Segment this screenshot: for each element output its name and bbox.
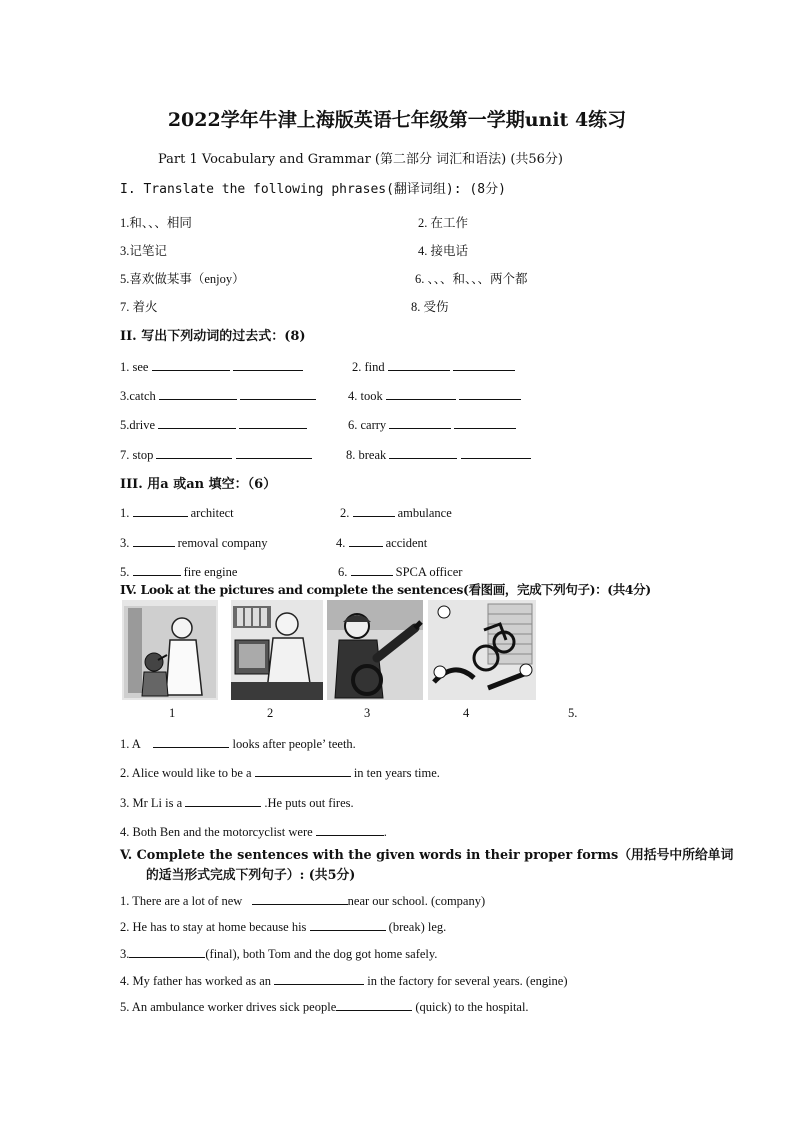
- verb-label: 8. break: [346, 448, 387, 462]
- answer-blank[interactable]: [133, 534, 175, 547]
- sentence-item: 1. There are a lot of new near our school. (company): [120, 894, 486, 908]
- dentist-illustration: [122, 600, 218, 700]
- answer-blank[interactable]: [389, 416, 451, 429]
- answer-blank[interactable]: [185, 794, 261, 807]
- answer-blank[interactable]: [459, 387, 521, 400]
- section-5-heading-cont: 的适当形式完成下列句子）: (共5分): [146, 868, 356, 883]
- answer-blank[interactable]: [389, 446, 457, 459]
- phrase-item: 8. 受伤: [411, 300, 449, 314]
- verb-item: [120, 446, 312, 463]
- picture-number: 2: [267, 706, 274, 720]
- answer-blank[interactable]: [353, 504, 395, 517]
- answer-blank[interactable]: [274, 972, 364, 985]
- phrase-item: 1.和、、、相同: [120, 216, 192, 230]
- answer-blank[interactable]: [252, 892, 348, 905]
- phrase-item: 5.喜欢做某事（enjoy）: [120, 272, 245, 286]
- answer-blank[interactable]: [255, 764, 351, 777]
- answer-blank[interactable]: [240, 387, 316, 400]
- verb-item: [348, 416, 516, 433]
- verb-item: [352, 358, 515, 375]
- section-3-heading: III. 用a 或an 填空：（6）: [120, 477, 277, 492]
- sentence-item: 5. An ambulance worker drives sick people (quick) to the hospital.: [120, 1000, 529, 1014]
- picture-number: 1: [169, 706, 176, 720]
- verb-item: [120, 358, 303, 375]
- section-4-heading: IV. Look at the pictures and complete the sentences(看图画，完成下列句子)：(共4分): [120, 582, 651, 597]
- accident-illustration: [428, 600, 536, 700]
- sentence-item: 3. (final), both Tom and the dog got home safely.: [120, 947, 438, 961]
- answer-blank[interactable]: [453, 358, 515, 371]
- section-2-heading: II. 写出下列动词的过去式：(8): [120, 329, 306, 344]
- sentence-item: 3. Mr Li is a .He puts out fires.: [120, 796, 354, 810]
- article-item: 2. ambulance: [340, 506, 452, 520]
- phrase-item: 4. 接电话: [418, 244, 469, 258]
- verb-label: 4. took: [348, 389, 383, 403]
- verb-item: [120, 416, 307, 433]
- verb-item: [346, 446, 531, 463]
- phrase-item: 6. 、、、和、、、两个都: [415, 272, 528, 286]
- answer-blank[interactable]: [129, 945, 205, 958]
- page-title: 2022学年牛津上海版英语七年级第一学期unit 4练习: [167, 109, 627, 131]
- verb-label: 3.catch: [120, 389, 156, 403]
- sentence-item: 4. My father has worked as an in the factory for several years. (engine): [120, 974, 568, 988]
- article-item: 1. architect: [120, 506, 234, 520]
- answer-blank[interactable]: [336, 998, 412, 1011]
- office-worker-illustration: [231, 600, 323, 700]
- phrase-item: 2. 在工作: [418, 216, 469, 230]
- answer-blank[interactable]: [133, 563, 181, 576]
- part-subtitle: Part 1 Vocabulary and Grammar (第二部分 词汇和语法) (共56分): [158, 152, 564, 167]
- section-5-heading: V. Complete the sentences with the given words in their proper forms（用括号中所给单词: [120, 848, 734, 863]
- answer-blank[interactable]: [388, 358, 450, 371]
- verb-label: 7. stop: [120, 448, 154, 462]
- answer-blank[interactable]: [239, 416, 307, 429]
- answer-blank[interactable]: [461, 446, 531, 459]
- sentence-item: 1. A looks after people’ teeth.: [120, 737, 356, 751]
- answer-blank[interactable]: [236, 446, 312, 459]
- picture-number: 5.: [568, 706, 578, 720]
- verb-label: 5.drive: [120, 418, 156, 432]
- picture-number: 3: [364, 706, 371, 720]
- answer-blank[interactable]: [152, 358, 230, 371]
- firefighter-illustration: [327, 600, 423, 700]
- article-item: 3. removal company: [120, 536, 268, 550]
- sentence-item: 2. He has to stay at home because his (break) leg.: [120, 920, 447, 934]
- verb-item: [120, 387, 316, 404]
- answer-blank[interactable]: [133, 504, 188, 517]
- answer-blank[interactable]: [158, 416, 236, 429]
- answer-blank[interactable]: [153, 735, 229, 748]
- article-item: 6. SPCA officer: [338, 565, 463, 579]
- answer-blank[interactable]: [156, 446, 232, 459]
- answer-blank[interactable]: [159, 387, 237, 400]
- verb-label: 2. find: [352, 360, 385, 374]
- answer-blank[interactable]: [386, 387, 456, 400]
- answer-blank[interactable]: [310, 918, 386, 931]
- verb-label: 6. carry: [348, 418, 387, 432]
- verb-item: [348, 387, 521, 404]
- phrase-item: 7. 着火: [120, 300, 158, 314]
- section-1-heading: I. Translate the following phrases(翻译词组): (8分): [120, 182, 506, 197]
- answer-blank[interactable]: [454, 416, 516, 429]
- sentence-item: 4. Both Ben and the motorcyclist were .: [120, 825, 387, 839]
- picture-number: 4: [463, 706, 470, 720]
- article-item: 4. accident: [336, 536, 428, 550]
- answer-blank[interactable]: [349, 534, 383, 547]
- verb-label: 1. see: [120, 360, 149, 374]
- answer-blank[interactable]: [351, 563, 393, 576]
- sentence-item: 2. Alice would like to be a in ten years time.: [120, 766, 440, 780]
- phrase-item: 3.记笔记: [120, 244, 167, 258]
- article-item: 5. fire engine: [120, 565, 238, 579]
- answer-blank[interactable]: [316, 823, 384, 836]
- answer-blank[interactable]: [233, 358, 303, 371]
